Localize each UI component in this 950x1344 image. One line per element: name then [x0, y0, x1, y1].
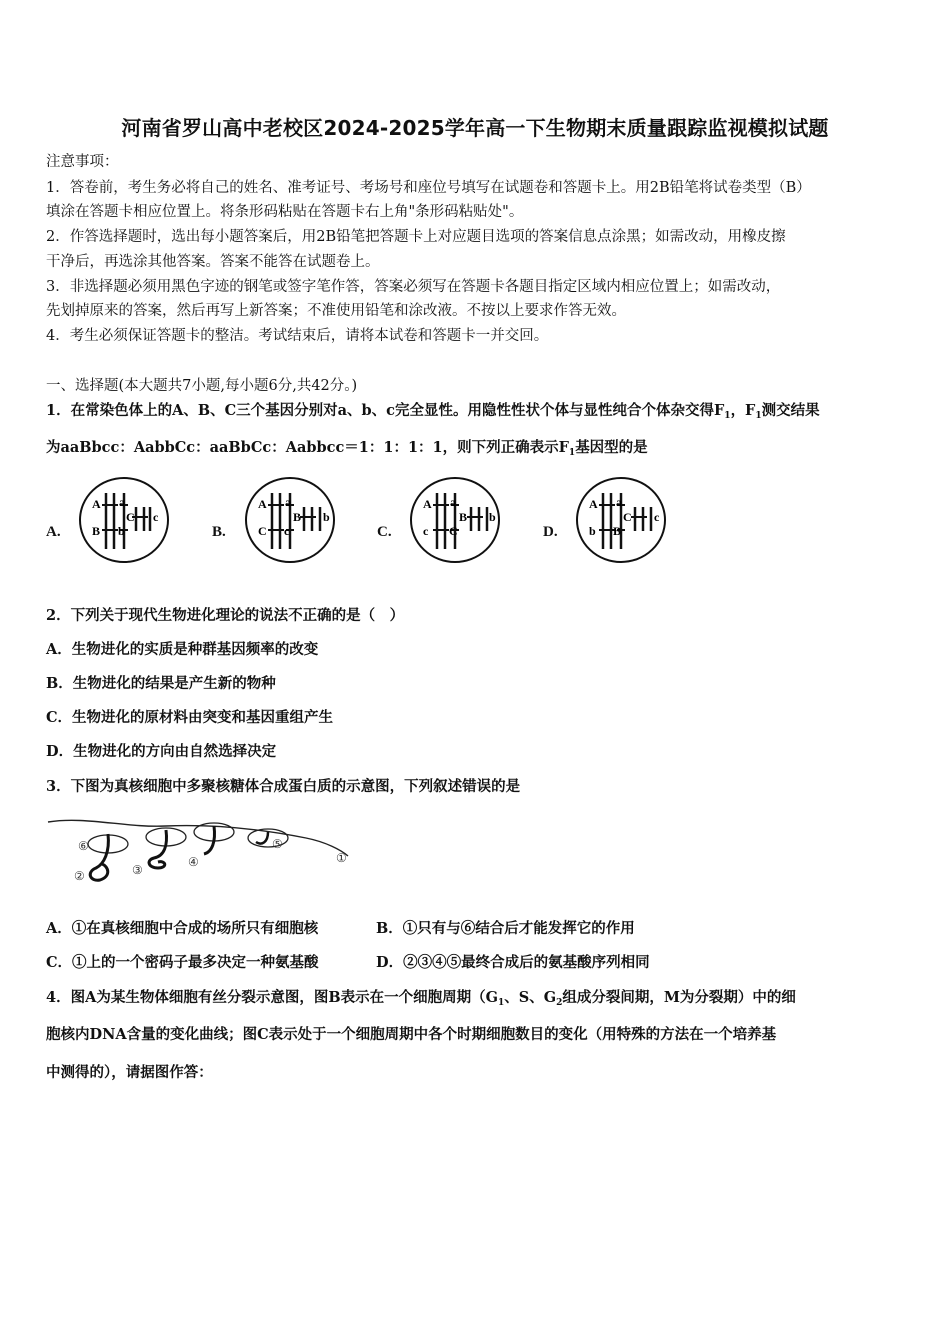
- notice-line: 3．非选择题必须用黑色字迹的钢笔或签字笔作答，答案必须写在答题卡各题目指定区域内相应位置上；如需改动，: [46, 279, 781, 295]
- q3-label: ①: [336, 851, 347, 865]
- gene-label: b: [489, 510, 496, 524]
- notice-line: 先划掉原来的答案，然后再写上新答案；不准使用铅笔和涂改液。不按以上要求作答无效。: [46, 303, 626, 319]
- q1-option-a[interactable]: A.: [46, 524, 61, 540]
- section-heading: 一、选择题(本大题共7小题,每小题6分,共42分。): [46, 378, 358, 394]
- gene-label: A: [589, 497, 598, 511]
- gene-label: b: [589, 524, 596, 538]
- gene-label: B: [459, 510, 468, 524]
- q1-stem-line1: 1．在常染色体上的A、B、C三个基因分别对a、b、c完全显性。用隐性性状个体与显性纯合个体杂交得$F_1$，$F_1$测交结果: [46, 402, 820, 421]
- gene-label: A: [92, 497, 101, 511]
- notice-line: 1．答卷前，考生务必将自己的姓名、准考证号、考场号和座位号填写在试题卷和答题卡上。用2B铅笔将试卷类型（B）: [46, 180, 811, 196]
- q2-option-a[interactable]: A．生物进化的实质是种群基因频率的改变: [46, 641, 319, 658]
- gene-label: a: [450, 495, 456, 509]
- q2-option-c[interactable]: C．生物进化的原材料由突变和基因重组产生: [46, 709, 334, 726]
- gene-label: B: [613, 524, 622, 538]
- q4-stem-line3: 中测得的），请据图作答：: [46, 1064, 213, 1081]
- gene-label: b: [118, 524, 125, 538]
- gene-label: B: [293, 510, 302, 524]
- gene-label: c: [153, 510, 159, 524]
- gene-label: C: [623, 510, 632, 524]
- gene-label: a: [616, 495, 622, 509]
- q3-label: ②: [74, 869, 85, 883]
- q1-cell-diagram-a: [78, 475, 172, 565]
- q2-option-d[interactable]: D．生物进化的方向由自然选择决定: [46, 743, 277, 760]
- q3-option-c[interactable]: C．①上的一个密码子最多决定一种氨基酸: [46, 954, 319, 971]
- gene-label: A: [258, 497, 267, 511]
- q3-option-a[interactable]: A．①在真核细胞中合成的场所只有细胞核: [46, 920, 319, 937]
- q3-stem: 3．下图为真核细胞中多聚核糖体合成蛋白质的示意图，下列叙述错误的是: [46, 778, 521, 795]
- q3-options-row2: [46, 953, 916, 973]
- q3-option-d[interactable]: D．②③④⑤最终合成后的氨基酸序列相同: [376, 954, 650, 971]
- q1-cell-diagram-c: [409, 475, 503, 565]
- gene-label: c: [423, 524, 429, 538]
- q1-option-c[interactable]: C.: [377, 524, 392, 540]
- page-title: 河南省罗山高中老校区2024-2025学年高一下生物期末质量跟踪监视模拟试题: [121, 116, 829, 140]
- gene-label: C: [449, 524, 458, 538]
- notice-line: 2．作答选择题时，选出每小题答案后，用2B铅笔把答题卡上对应题目选项的答案信息点涂黑；如需改动，用橡皮擦: [46, 229, 786, 245]
- gene-label: c: [654, 510, 660, 524]
- gene-label: b: [323, 510, 330, 524]
- q4-stem-line2: 胞核内DNA含量的变化曲线；图C表示处于一个细胞周期中各个时期细胞数目的变化（用特殊的方法在一个培养基: [46, 1026, 777, 1043]
- q1-stem-line2: 为aaBbcc：AabbCc：aaBbCc：Aabbcc＝1：1：1：1，则下列正确表示$F_1$基因型的是: [46, 439, 648, 458]
- notice-heading: 注意事项：: [46, 154, 119, 170]
- q1-option-d[interactable]: D.: [543, 524, 558, 540]
- polyribosome-diagram: [46, 812, 366, 892]
- q2-option-b[interactable]: B．生物进化的结果是产生新的物种: [46, 675, 276, 692]
- q4-stem-line1: 4．图A为某生物体细胞有丝分裂示意图，图B表示在一个细胞周期（$G_1$、S、$G_2$组成分裂间期，M为分裂期）中的细: [46, 989, 796, 1008]
- notice-line: 干净后，再选涂其他答案。答案不能答在试题卷上。: [46, 254, 380, 270]
- q2-stem: 2．下列关于现代生物进化理论的说法不正确的是（ ）: [46, 607, 405, 624]
- gene-label: B: [92, 524, 101, 538]
- notice-line: 4．考生必须保证答题卡的整洁。考试结束后，请将本试卷和答题卡一并交回。: [46, 328, 549, 344]
- gene-label: a: [285, 495, 291, 509]
- q3-options-row1: [46, 919, 916, 939]
- q3-label: ④: [188, 855, 199, 869]
- gene-label: c: [284, 524, 290, 538]
- q3-option-b[interactable]: B．①只有与⑥结合后才能发挥它的作用: [376, 920, 635, 937]
- q3-label: ③: [132, 863, 143, 877]
- q1-cell-diagram-d: [575, 475, 669, 565]
- q3-label: ⑤: [272, 837, 283, 851]
- q1-cell-diagram-b: [244, 475, 338, 565]
- gene-label: a: [119, 495, 125, 509]
- notice-line: 填涂在答题卡相应位置上。将条形码粘贴在答题卡右上角"条形码粘贴处"。: [46, 204, 524, 220]
- q3-label: ⑥: [78, 839, 89, 853]
- gene-label: C: [258, 524, 267, 538]
- gene-label: A: [423, 497, 432, 511]
- q1-option-b[interactable]: B.: [212, 524, 226, 540]
- gene-label: C: [126, 510, 135, 524]
